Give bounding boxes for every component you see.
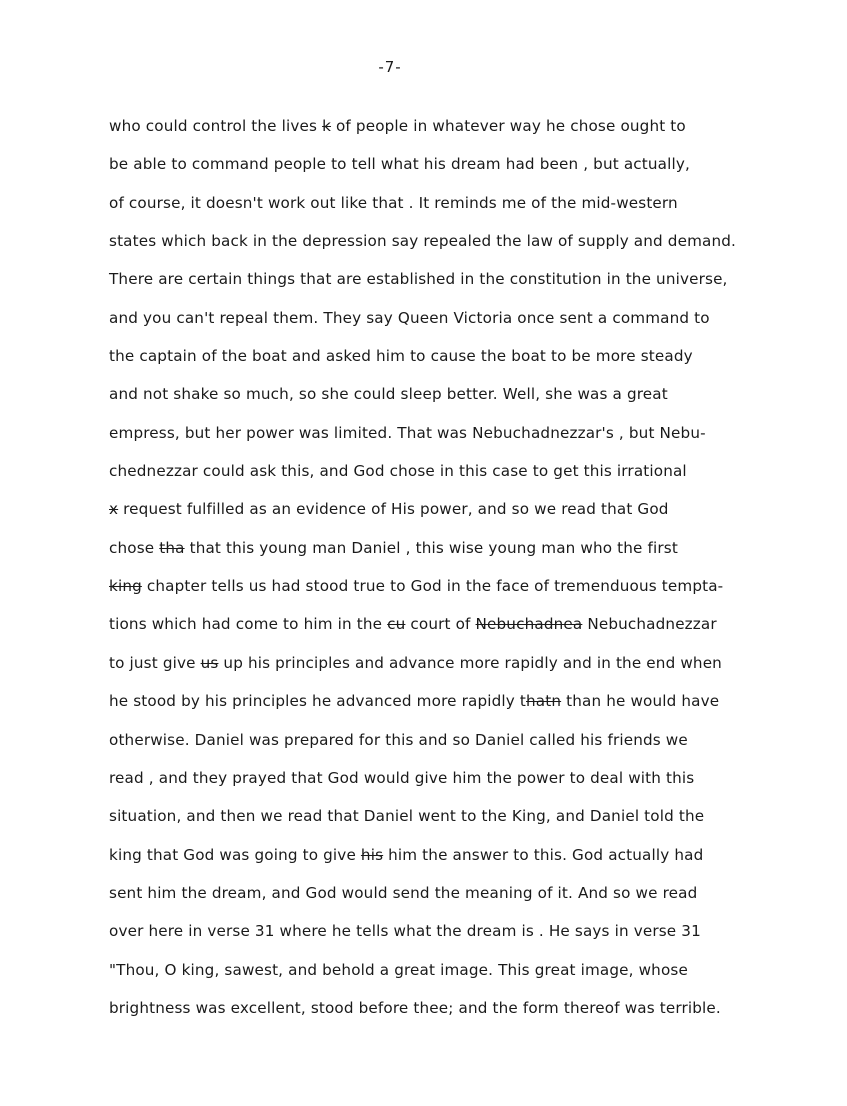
struck-text: his — [360, 845, 384, 864]
text-line — [109, 766, 809, 804]
page-number: -7- — [378, 58, 402, 76]
text-line — [109, 421, 809, 459]
struck-text: k — [322, 117, 332, 135]
text-segment: court of — [405, 615, 476, 634]
text-line — [109, 267, 809, 305]
text-segment: who could control the lives — [109, 117, 323, 135]
text-line — [109, 996, 809, 1034]
text-segment: over here in verse 31 where he tells what the dream is . He says in verse 31 — [109, 922, 701, 941]
struck-text: Nebuchadnea — [475, 615, 583, 634]
text-line — [109, 919, 809, 957]
text-segment: he stood by his principles he advanced more rapidly t — [109, 692, 526, 711]
text-line — [109, 612, 809, 650]
text-segment: brightness was excellent, stood before thee; and the form thereof was terrible. — [109, 998, 721, 1017]
text-line — [109, 229, 809, 267]
text-segment: otherwise. Daniel was prepared for this and so Daniel called his friends we — [109, 730, 688, 749]
text-line — [109, 804, 809, 842]
text-segment: than he would have — [561, 692, 720, 711]
text-segment: chose — [109, 538, 160, 557]
text-segment: to just give — [109, 653, 201, 672]
struck-text: king — [109, 577, 142, 596]
text-segment: the captain of the boat and asked him to cause the boat to be more steady — [109, 347, 693, 366]
text-segment: empress, but her power was limited. That was Nebuchadnezzar's , but Nebu- — [109, 423, 706, 442]
text-segment: There are certain things that are established in the constitution in the universe, — [109, 270, 728, 289]
text-segment: up his principles and advance more rapidly and in the end when — [218, 653, 722, 672]
text-line — [109, 152, 809, 190]
text-segment: chapter tells us had stood true to God in the face of tremenduous tempta- — [141, 577, 724, 596]
text-segment: that this young man Daniel , this wise young man who the first — [184, 538, 678, 557]
text-segment: states which back in the depression say repealed the law of supply and demand. — [109, 232, 737, 251]
text-line — [109, 728, 809, 766]
struck-text: x — [109, 500, 119, 519]
text-line — [109, 114, 809, 152]
text-segment: sent him the dream, and God would send the meaning of it. And so we read — [109, 883, 698, 902]
struck-text: cu — [387, 615, 406, 634]
body-text — [109, 114, 809, 1034]
text-line — [109, 382, 809, 420]
text-segment: and not shake so much, so she could sleep better. Well, she was a great — [109, 385, 668, 404]
text-segment: "Thou, O king, sawest, and behold a great image. This great image, whose — [109, 960, 688, 979]
text-line — [109, 459, 809, 497]
text-line — [109, 306, 809, 344]
text-segment: chednezzar could ask this, and God chose in this case to get this irrational — [109, 462, 687, 481]
text-line — [109, 881, 809, 919]
text-line — [109, 689, 809, 727]
text-line — [109, 574, 809, 612]
text-segment: of course, it doesn't work out like that . It reminds me of the mid-western — [109, 193, 678, 212]
text-segment: situation, and then we read that Daniel went to the King, and Daniel told the — [109, 807, 705, 826]
text-segment: read , and they prayed that God would give him the power to deal with this — [109, 768, 695, 787]
text-line — [109, 958, 809, 996]
struck-text: us — [200, 653, 219, 672]
struck-text: tha — [159, 538, 185, 557]
text-segment: tions which had come to him in the — [109, 615, 388, 634]
text-segment: of people in whatever way he chose ought to — [331, 117, 686, 135]
text-segment: king that God was going to give — [109, 845, 361, 864]
text-line — [109, 497, 809, 535]
text-line — [109, 651, 809, 689]
struck-text: hatn — [526, 692, 562, 711]
text-line — [109, 536, 809, 574]
text-segment: and you can't repeal them. They say Queen Victoria once sent a command to — [109, 308, 710, 327]
text-segment: request fulfilled as an evidence of His power, and so we read that God — [118, 500, 669, 519]
text-segment: Nebuchadnezzar — [582, 615, 717, 634]
text-line — [109, 344, 809, 382]
text-line — [109, 191, 809, 229]
text-segment: him the answer to this. God actually had — [383, 845, 704, 864]
text-line — [109, 843, 809, 881]
text-segment: be able to command people to tell what his dream had been , but actually, — [109, 155, 690, 174]
